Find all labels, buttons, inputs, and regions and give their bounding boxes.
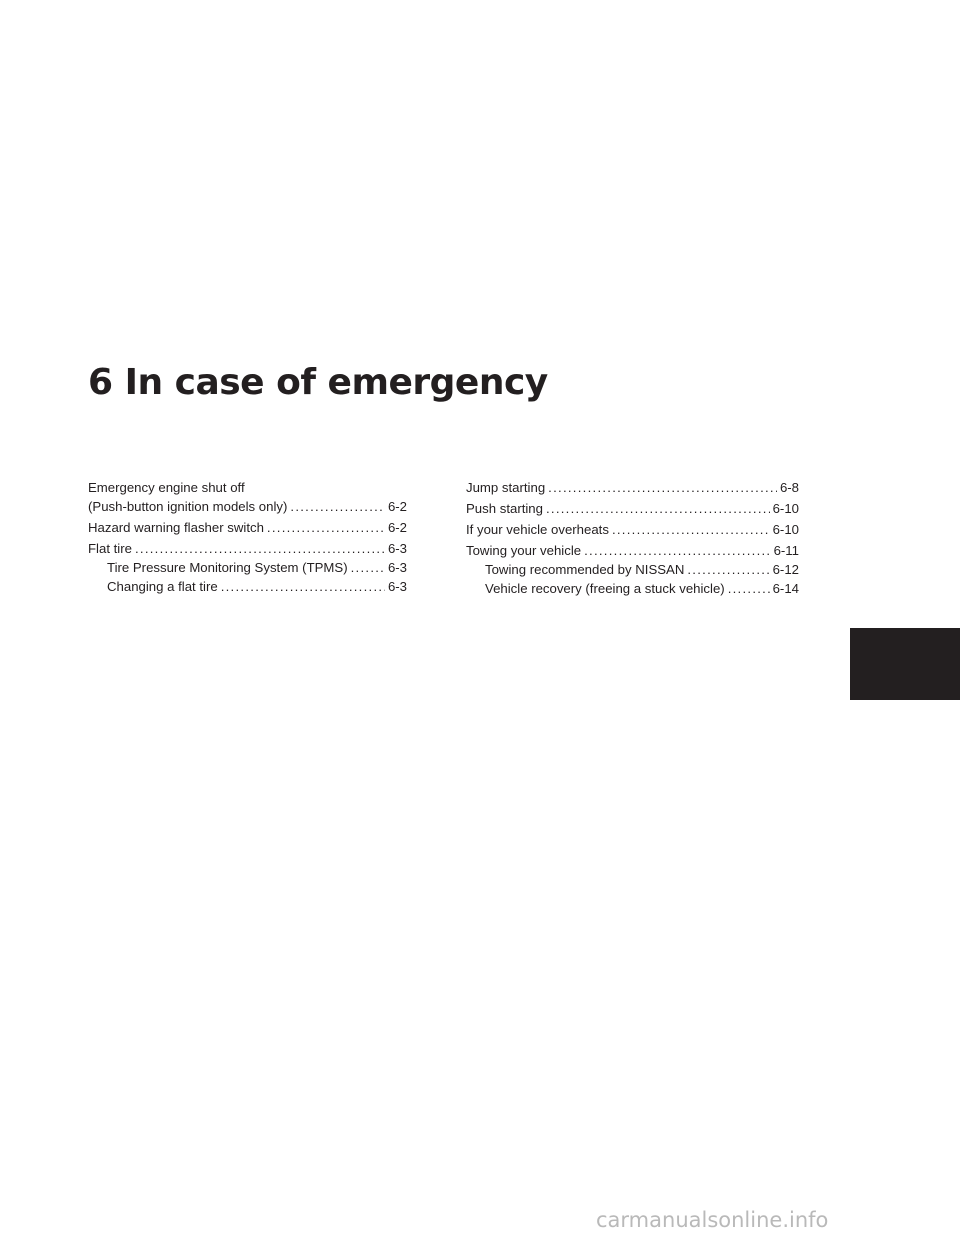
watermark: carmanualsonline.info (596, 1208, 829, 1232)
toc-entry-page: 6-12 (772, 562, 799, 577)
toc-right-column (466, 478, 799, 598)
toc-entry-title: Hazard warning flasher switch (88, 520, 264, 535)
toc-leader-dots (612, 520, 770, 539)
toc-leader-dots (546, 499, 770, 518)
toc-subentry[interactable] (466, 560, 799, 579)
toc-entry-page: 6-2 (387, 520, 407, 535)
toc-leader-dots (584, 541, 770, 560)
toc-leader-dots (728, 579, 770, 598)
toc-leader-dots (290, 497, 385, 516)
toc-entry-page: 6-10 (772, 501, 799, 516)
toc-entry[interactable] (466, 520, 799, 539)
toc-leader-dots (267, 518, 385, 537)
toc-entry-title: Push starting (466, 501, 543, 516)
toc-entry-title: Jump starting (466, 480, 546, 495)
toc-entry-title: Changing a flat tire (107, 579, 218, 594)
toc-entry-page: 6-3 (387, 579, 407, 594)
toc-entry-page: 6-14 (772, 581, 799, 596)
toc-entry-title: Vehicle recovery (freeing a stuck vehicle) (485, 581, 725, 596)
toc-entry[interactable] (88, 478, 407, 516)
toc-entry-title: Towing recommended by NISSAN (485, 562, 685, 577)
toc-leader-dots (221, 577, 385, 596)
toc-entry-page: 6-8 (779, 480, 799, 495)
toc-entry-page: 6-3 (387, 541, 407, 556)
toc-left-column (88, 478, 407, 596)
toc-entry-title: Flat tire (88, 541, 132, 556)
chapter-side-tab (850, 628, 960, 700)
toc-leader-dots (687, 560, 769, 579)
toc-subentry[interactable] (88, 577, 407, 596)
toc-subentry[interactable] (88, 558, 407, 577)
toc-entry-title: If your vehicle overheats (466, 522, 609, 537)
toc-entry[interactable] (466, 541, 799, 560)
toc-leader-dots (548, 478, 777, 497)
toc-leader-dots (135, 539, 385, 558)
toc-entry-title: Tire Pressure Monitoring System (TPMS) (107, 560, 348, 575)
toc-entry[interactable] (88, 518, 407, 537)
toc-entry[interactable] (466, 499, 799, 518)
chapter-title (88, 362, 548, 403)
toc-entry-title: (Push-button ignition models only) (88, 499, 288, 514)
chapter-number: 6 (88, 362, 113, 403)
toc-entry[interactable] (88, 539, 407, 558)
toc-entry-page: 6-3 (387, 560, 407, 575)
toc-entry-page: 6-10 (772, 522, 799, 537)
chapter-title-text: In case of emergency (124, 362, 548, 403)
toc-entry[interactable] (466, 478, 799, 497)
toc-entry-page: 6-11 (773, 543, 799, 558)
toc-subentry[interactable] (466, 579, 799, 598)
toc-leader-dots (351, 558, 385, 577)
toc-entry-title: Towing your vehicle (466, 543, 582, 558)
toc-entry-title-line1: Emergency engine shut off (88, 480, 245, 495)
toc-entry-page: 6-2 (387, 499, 407, 514)
